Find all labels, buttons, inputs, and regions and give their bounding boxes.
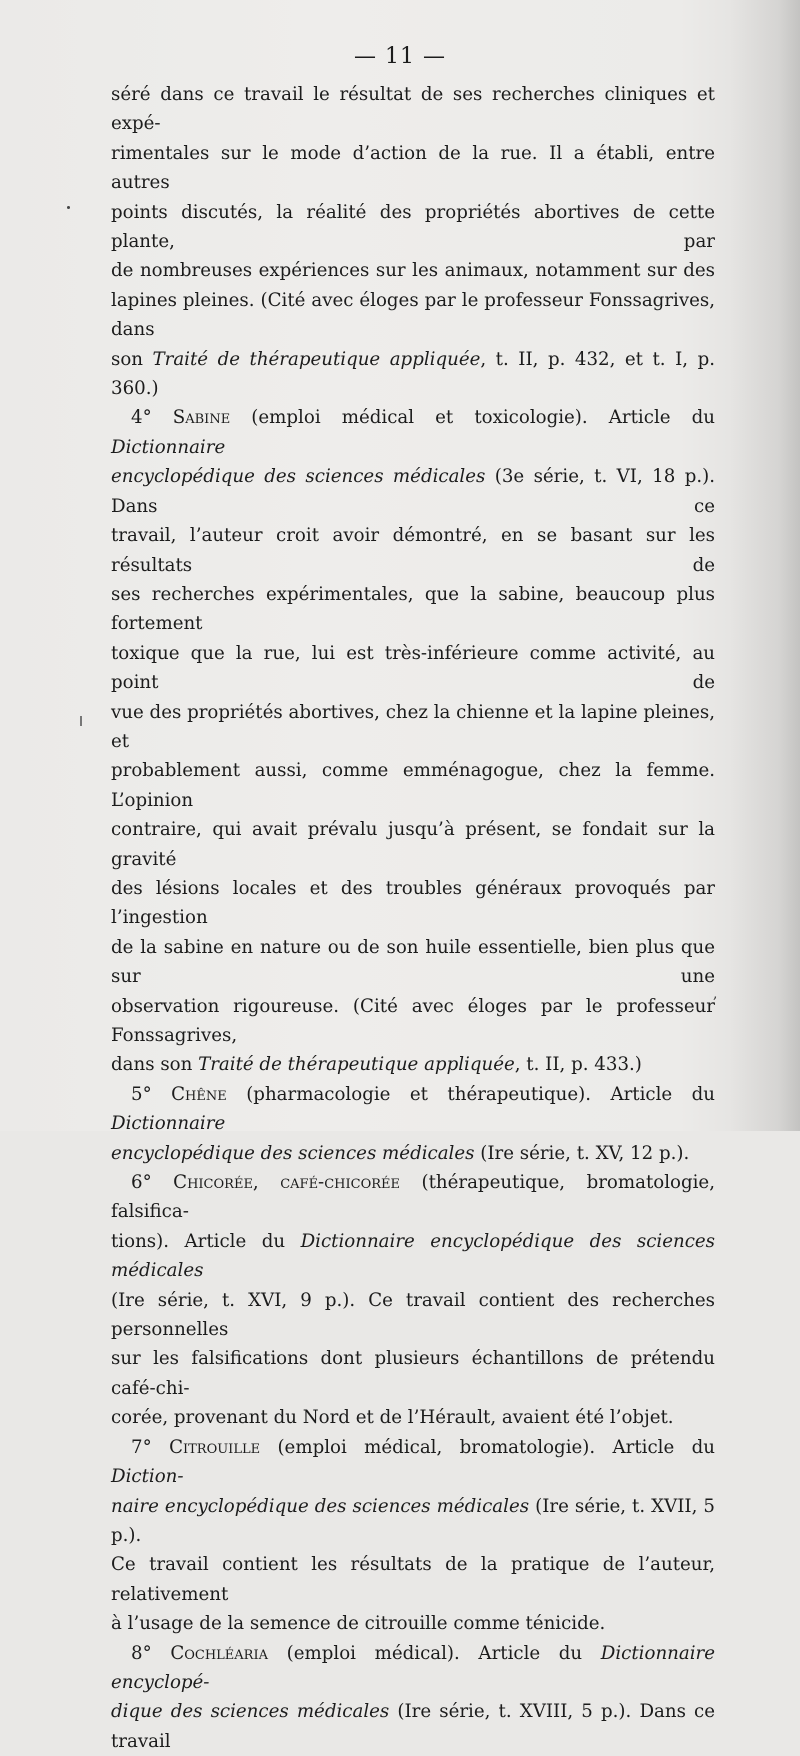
text-run: 6° [131, 1172, 174, 1194]
text-line [111, 345, 715, 404]
italic-title: naire encyclopédique des sciences médicales [111, 1495, 530, 1517]
text-run: son [111, 348, 153, 370]
text-run: (emploi médical et toxicologie). Article du [230, 407, 715, 429]
text-run: probablement aussi, comme emménagogue, chez la femme. L’opinion [111, 760, 715, 811]
italic-title: Dictionnaire encyclopé- [111, 1642, 715, 1693]
text-run: (Ire série, t. XVIII, 5 p.). Dans ce travail [111, 1701, 715, 1752]
text-run: (pharmacologie et thérapeutique). Article du [226, 1083, 715, 1105]
text-run: observation rigoureuse. (Cité avec éloges par le professeur Fonssagrives, [111, 995, 715, 1046]
text-line [111, 1080, 715, 1139]
text-line [111, 1168, 715, 1227]
text-line [111, 698, 715, 757]
text-line [111, 1050, 715, 1079]
italic-title: dique des sciences médicales [111, 1701, 390, 1723]
text-line [111, 1609, 715, 1638]
text-run: toxique que la rue, lui est très-inférieure comme activité, au point de [111, 642, 715, 694]
text-run: contraire, qui avait prévalu jusqu’à présent, se fondait sur la gravité [111, 819, 715, 870]
text-line [111, 639, 715, 698]
text-run: (thérapeutique, bromatologie, falsifica- [111, 1172, 715, 1223]
text-run: , t. II, p. 432, et t. I, p. 360.) [111, 348, 716, 400]
text-run: à l’usage de la semence de citrouille comme ténicide. [111, 1613, 606, 1635]
text-run: corée, provenant du Nord et de l’Hérault, avaient été l’objet. [111, 1407, 674, 1429]
italic-title: Traité de thérapeutique appliquée [198, 1054, 515, 1076]
entry-heading: Citrouille [169, 1436, 261, 1458]
text-line [111, 1697, 715, 1756]
text-line [111, 198, 715, 257]
text-line [111, 1550, 715, 1609]
text-run: 8° [131, 1642, 171, 1664]
text-run: des lésions locales et des troubles généraux provoqués par l’ingestion [111, 877, 715, 929]
margin-speck [67, 206, 70, 209]
text-line [111, 462, 715, 521]
text-line [111, 1227, 715, 1286]
text-line [111, 992, 715, 1051]
text-run: de la sabine en nature ou de son huile essentielle, bien plus que sur une [111, 936, 715, 988]
text-line [111, 580, 715, 639]
text-run: ses recherches expérimentales, que la sabine, beaucoup plus fortement [111, 583, 715, 635]
text-run: (emploi médical). Article du [268, 1642, 601, 1664]
text-line [111, 286, 715, 345]
text-run: de nombreuses expériences sur les animaux, notamment sur des [111, 260, 715, 282]
text-run: (Ire série, t. XVII, 5 p.). [111, 1495, 716, 1546]
text-line [111, 1286, 715, 1345]
text-run: rimentales sur le mode d’action de la rue. Il a établi, entre autres [111, 142, 715, 194]
text-line [111, 521, 715, 580]
text-line [111, 1639, 715, 1698]
text-line [111, 1403, 715, 1432]
text-run: travail, l’auteur croit avoir démontré, en se basant sur les résultats de [111, 525, 715, 576]
text-run: sur les falsifications dont plusieurs échantillons de prétendu café-chi- [111, 1348, 715, 1399]
text-line [111, 874, 715, 933]
text-run: vue des propriétés abortives, chez la chienne et la lapine pleines, et [111, 701, 715, 752]
entry-heading: Sabine [172, 407, 231, 429]
text-run: 7° [131, 1436, 170, 1458]
italic-title: Dictionnaire [111, 1113, 226, 1135]
text-run: tions). Article du [111, 1230, 301, 1252]
entry-heading: Chêne [171, 1083, 227, 1105]
text-line [111, 80, 715, 139]
italic-title: Dictionnaire [111, 436, 226, 458]
entry-heading: Chicorée, café-chicorée [173, 1172, 400, 1194]
text-run: , t. II, p. 433.) [514, 1054, 642, 1076]
text-line [111, 1492, 715, 1551]
italic-title: encyclopédique des sciences médicales [111, 466, 486, 488]
text-run: Ce travail contient les résultats de la pratique de l’auteur, relativement [111, 1554, 715, 1605]
text-run: lapines pleines. (Cité avec éloges par le professeur Fonssagrives, dans [111, 289, 715, 341]
italic-title: Traité de thérapeutique appliquée [152, 348, 481, 370]
text-run: 4° [131, 407, 173, 429]
text-line [111, 256, 715, 285]
entry-heading: Cochléaria [170, 1642, 268, 1664]
text-line [111, 933, 715, 992]
text-run: (3e série, t. VI, 18 p.). Dans ce [111, 466, 715, 517]
text-run: 5° [131, 1083, 172, 1105]
text-run: (emploi médical, bromatologie). Article du [260, 1436, 715, 1458]
text-run: (Ire série, t. XV, 12 p.). [474, 1142, 690, 1164]
text-run: dans son [111, 1054, 199, 1076]
text-run: séré dans ce travail le résultat de ses recherches cliniques et expé- [111, 84, 715, 135]
italic-title: encyclopédique des sciences médicales [111, 1142, 475, 1164]
page-number: — 11 — [354, 44, 446, 69]
page-edge-shadow [730, 0, 800, 1131]
text-line [111, 1139, 715, 1168]
margin-mark [80, 716, 82, 726]
text-run: points discutés, la réalité des propriétés abortives de cette plante, par [111, 201, 715, 253]
body-text [111, 80, 718, 1756]
text-line [111, 756, 715, 815]
stray-comma: , [713, 986, 718, 1002]
italic-title: Dictionnaire encyclopédique des sciences médicales [111, 1230, 715, 1282]
text-line [111, 1344, 715, 1403]
text-line [111, 815, 715, 874]
text-line [111, 403, 715, 462]
text-run: (Ire série, t. XVI, 9 p.). Ce travail contient des recherches personnelles [111, 1289, 715, 1341]
text-line [111, 139, 715, 198]
italic-title: Diction- [111, 1466, 184, 1488]
text-line [111, 1433, 715, 1492]
